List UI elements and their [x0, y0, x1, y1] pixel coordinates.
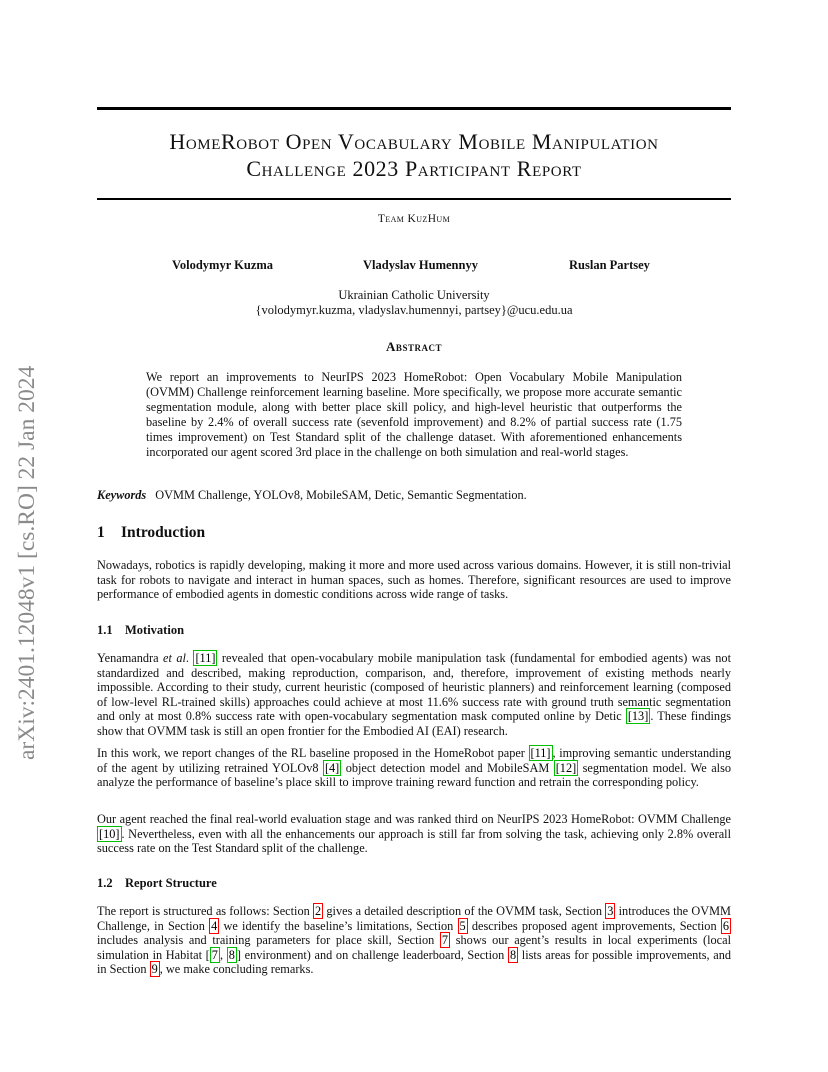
text-run: , — [219, 947, 227, 962]
intro-paragraph: Nowadays, robotics is rapidly developing, making it more and more used across various domains. However, it is still non-trivial task for robots to navigate and interact in human spaces, such as homes. Therefore, significant resources are used to improve performance of embodied agents in domestic conditions across wide range of tasks. — [97, 558, 731, 602]
motivation-paragraph-2 — [97, 746, 731, 790]
abstract-heading: Abstract — [386, 339, 442, 354]
text-run: The report is structured as follows: Section — [97, 904, 313, 918]
text-run: includes analysis and training parameters for place skill, Section — [97, 933, 440, 948]
author-1: Volodymyr Kuzma — [172, 258, 274, 272]
author-2: Vladyslav Humennyy — [363, 258, 478, 272]
text-run: In this work, we report changes of the RL baseline proposed in the HomeRobot paper — [97, 746, 529, 760]
text-run: . — [185, 651, 194, 665]
arxiv-stamp-container: arXiv:2401.12048v1 [cs.RO] 22 Jan 2024 — [14, 365, 40, 760]
author-emails[interactable]: {volodymyr.kuzma, vladyslav.humennyi, partsey}@ucu.edu.ua — [255, 303, 573, 317]
section-ref-link[interactable]: 8 — [509, 947, 517, 962]
title-top-rule — [97, 107, 731, 110]
section-1-heading — [97, 524, 205, 542]
citation-link[interactable]: [11] — [195, 651, 216, 665]
text-run: shows our agent’s results in local experiments (local simulation in Habitat — [97, 933, 731, 962]
text-run: we identify the baseline’s limitations, Section — [219, 918, 458, 933]
text-run: segmentation model. We also analyze the performance of baseline’s place skill to improve training reward function and retrain the corresponding policy. — [97, 760, 731, 790]
subsection-1-2-heading — [97, 876, 217, 891]
citation-link[interactable]: 7 — [211, 947, 218, 962]
section-ref-link[interactable]: 2 — [315, 904, 322, 918]
subsection-number: 1.1 — [97, 623, 113, 637]
keywords-text: OVMM Challenge, YOLOv8, MobileSAM, Detic, Semantic Segmentation. — [155, 488, 527, 502]
text-run: , we make concluding remarks. — [159, 962, 314, 977]
text-run: . Nevertheless, even with all the enhancements our approach is still far from solving the task, achieving only 2.8% overall success rate on the Test Standard split of the challenge. — [97, 826, 731, 856]
section-ref-link[interactable]: 3 — [607, 904, 614, 918]
keywords-label: Keywords — [97, 488, 147, 502]
title-bottom-rule — [97, 198, 731, 200]
text-run: describes proposed agent improvements, Section — [467, 918, 721, 933]
text-run: , improving semantic understanding of the agent by utilizing retrained YOLOv8 — [97, 746, 731, 775]
institution: Ukrainian Catholic University — [338, 288, 490, 302]
subsection-1-1-heading — [97, 623, 184, 638]
text-run: introduces the OVMM Challenge, in Section — [97, 904, 731, 933]
abstract-text: We report an improvements to NeurIPS 2023 HomeRobot: Open Vocabulary Mobile Manipulation (OVMM) Challenge reinforcement learning baseline. More specifically, we propose more accurate semantic segmentation module, along with better place skill policy, and high-level heuristic that outperforms the baseline by 2.4% of overall success rate (sevenfold improvement) and 8.2% of partial success rate (1.75 times improvement) on Test Standard split of the challenge dataset. With aforementioned enhancements incorporated our agent scored 3rd place in the challenge on both simulation and real-world stages. — [146, 370, 682, 459]
keywords — [97, 488, 731, 503]
citation-link[interactable]: [12] — [555, 760, 577, 775]
motivation-paragraph-1 — [97, 651, 731, 739]
text-run: environment) and on challenge leaderboard, Section — [240, 947, 508, 962]
text-run: gives a detailed description of the OVMM task, Section — [323, 904, 606, 918]
citation-link[interactable]: [4] — [324, 760, 340, 775]
section-ref-link[interactable]: 4 — [211, 918, 218, 933]
text-run: Yenamandra — [97, 651, 164, 665]
citation-link[interactable]: [13] — [627, 709, 649, 724]
section-ref-link[interactable]: 9 — [151, 962, 158, 977]
text-run: . These findings show that OVMM task is still an open frontier for the Embodied AI (EAI) research. — [97, 709, 732, 738]
text-run: revealed that open-vocabulary mobile manipulation task (fundamental for embodied agents) was not standardized and described, making reproduction, comparison, and, therefore, improvement of existing methods nearly impossible. According to their study, current heuristic (composed of heuristic planners) and reinforcement learning (composed of low-level RL-trained skills) approaches could achieve at most 11.6% success rate with ground truth semantic segmentation and only at most 0.8% success rate with open-vocabulary segmentation mask computed online by Detic — [97, 651, 731, 724]
text-run: object detection model and MobileSAM — [341, 760, 554, 775]
paper-title-line-2: Challenge 2023 Participant Report — [246, 156, 582, 181]
text-run: lists areas for possible improvements, and in Section — [97, 947, 732, 977]
motivation-paragraph-3 — [97, 812, 731, 856]
team-name: Team KuzHum — [377, 213, 451, 225]
subsection-title: Report Structure — [125, 876, 217, 890]
citation-link[interactable]: 8 — [228, 947, 235, 962]
text-run: Our agent reached the final real-world evaluation stage and was ranked third on NeurIPS 2023 HomeRobot: OVMM Challenge — [97, 812, 731, 826]
section-number: 1 — [97, 524, 105, 541]
text-run: et al — [163, 651, 186, 665]
citation-link[interactable]: [11] — [530, 746, 551, 760]
author-3: Ruslan Partsey — [569, 258, 650, 272]
paper-title — [97, 128, 731, 182]
section-title: Introduction — [121, 524, 206, 541]
section-ref-link[interactable]: 5 — [459, 918, 466, 933]
subsection-title: Motivation — [125, 623, 185, 637]
section-ref-link[interactable]: 6 — [722, 918, 729, 933]
citation-link[interactable]: [10] — [99, 826, 120, 841]
affiliation — [97, 288, 731, 318]
paper-title-line-1: HomeRobot Open Vocabulary Mobile Manipulation — [169, 129, 659, 154]
subsection-number: 1.2 — [97, 876, 113, 890]
section-ref-link[interactable]: 7 — [441, 933, 449, 948]
report-structure-paragraph: The report is structured as follows: Section 2 gives a detailed description of the OVMM task, Section 3 introduces the OVMM Challenge, in Section 4 we identify the baseline’s limitations, Section 5 describes proposed agent improvements, Section 6 includes analysis and training parameters for place skill, Section 7 shows our agent’s results in local experiments (local simulation in Habitat [ 7 , 8 ] environment) and on challenge leaderboard, Section 8 lists areas for possible improvements, and in Section 9 , we make concluding remarks. — [97, 904, 732, 977]
